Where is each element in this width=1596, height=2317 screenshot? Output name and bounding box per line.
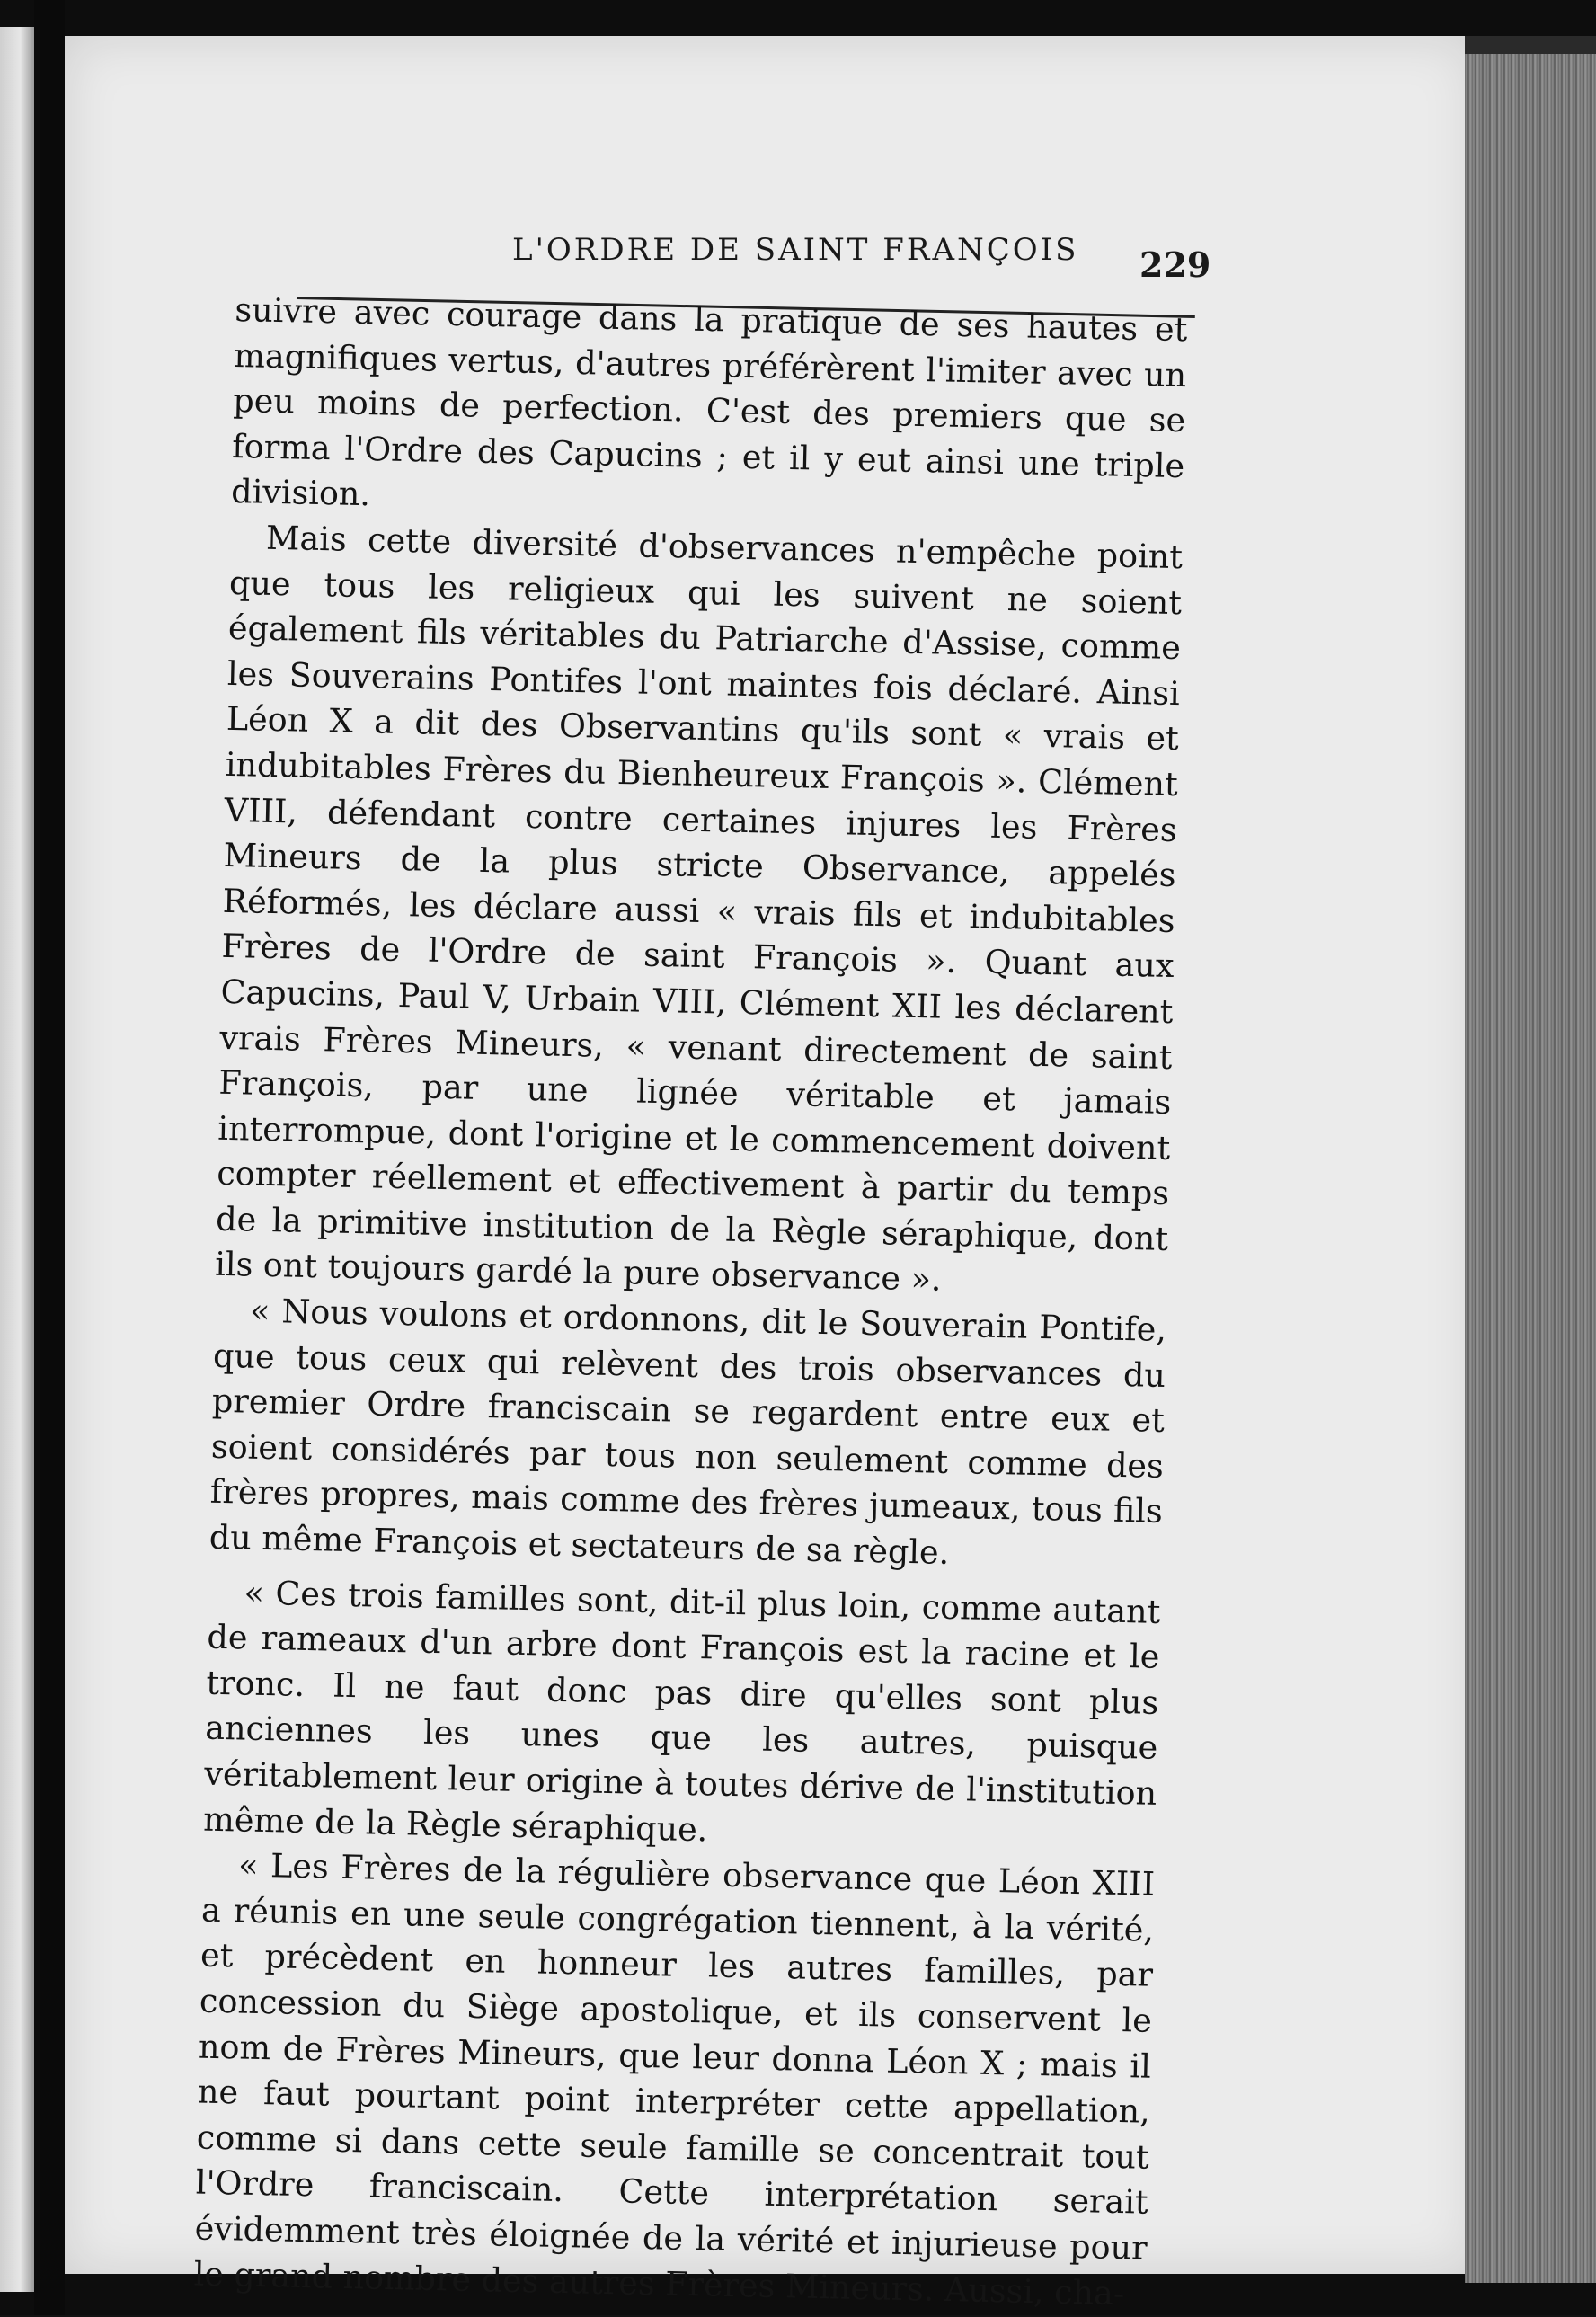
running-head-title: L'ORDRE DE SAINT FRANÇOIS — [512, 232, 1079, 268]
page-number: 229 — [1139, 244, 1211, 285]
body-text — [193, 288, 1188, 2317]
page-stack-edge — [1465, 54, 1596, 2283]
paragraph-1: suivre avec courage dans la pratique de ses hautes et magnifiques vertus, d'autres préférèrent l'imiter avec un peu moins de perfection. C'est des premiers que se forma l'Ordre des Capucins ; et il y eut ainsi une triple division. — [230, 289, 1188, 514]
paragraph-4: « Ces trois familles sont, dit-il plus loin, comme autant de rameaux d'un arbre dont François est la racine et le tronc. Il ne faut donc pas dire qu'elles sont plus anciennes les unes que les autres, puisque véritablement leur origine à toutes dérive de l'institution même de la Règle séraphique. — [202, 1573, 1161, 1849]
running-head — [297, 232, 1211, 285]
book-gutter — [34, 0, 65, 2315]
paragraph-2: Mais cette diversité d'observances n'empêche point que tous les religieux qui les suivent ne soient également fils véritables du Patriarche d'Assise, comme les Souverains Pontifes l'ont maintes fois déclaré. Ainsi Léon X a dit des Observantins qu'ils sont « vrais et indubitables Frères du Bienheureux François ». Clément VIII, défendant contre certaines injures les Frères Mineurs de la plus stricte Observance, appelés Réformés, les déclare aussi « vrais fils et indubitables Frères de l'Ordre de saint François ». Quant aux Capucins, Paul V, Urbain VIII, Clément XII les déclarent vrais Frères Mineurs, « venant directement de saint François, par une lignée véritable et jamais interrompue, dont l'origine et le commencement doivent compter réellement et effectivement à partir du temps de la primitive institution de la Règle séraphique, dont ils ont toujours gardé la pure observance ». — [214, 518, 1184, 1300]
paragraph-5: « Les Frères de la régulière observance que Léon XIII a réunis en une seule congrégation tiennent, à la vérité, et précèdent en honneur les autres familles, par concession du Siège apostolique, et ils conservent le nom de Frères Mineurs, que leur donna Léon X ; mais il ne faut pourtant point interpréter cette appellation, comme si dans cette seule famille se concentrait tout l'Ordre franciscain. Cette interprétation serait évidemment très éloignée de la vérité et injurieuse pour le grand nombre des autres Frères Mineurs. Aussi, cha- — [193, 1845, 1156, 2313]
facing-page-edge — [0, 27, 34, 2292]
paragraph-3: « Nous voulons et ordonnons, dit le Souverain Pontife, que tous ceux qui relèvent des trois observances du premier Ordre franciscain se regardent entre eux et soient considérés par tous non seulement comme des frères propres, mais comme des frères jumeaux, tous fils du même François et sectateurs de sa règle. — [208, 1291, 1167, 1572]
